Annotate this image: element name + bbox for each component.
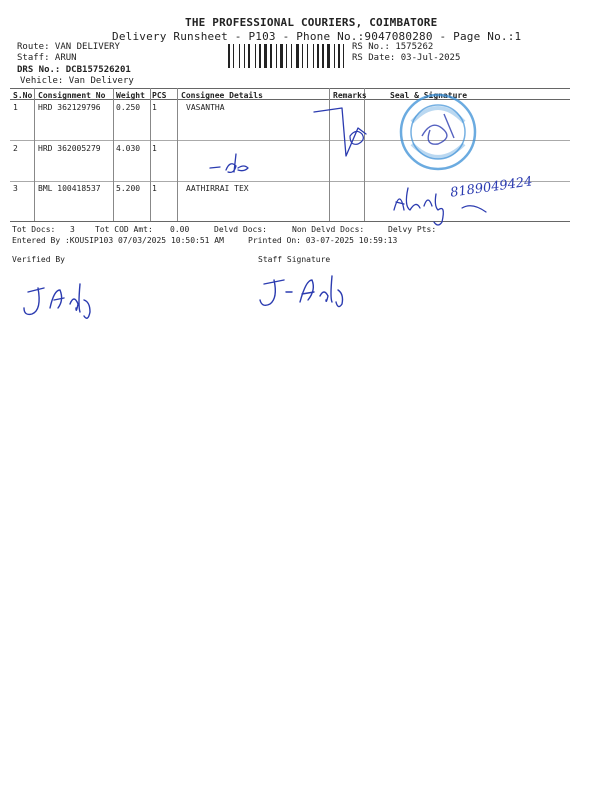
barcode-bar — [317, 44, 319, 68]
verified-by-label: Verified By — [12, 255, 65, 264]
barcode-bar — [228, 44, 230, 68]
column-divider — [150, 88, 151, 221]
handwritten-phone-number: 8189049424 — [449, 174, 534, 201]
row-weight: 4.030 — [116, 144, 141, 153]
barcode-bar — [322, 44, 324, 68]
company-name: THE PROFESSIONAL COURIERS, COIMBATORE — [185, 16, 438, 29]
barcode — [228, 44, 346, 68]
cod-amount-label: Tot COD Amt: — [95, 225, 153, 234]
row-pcs: 1 — [152, 144, 157, 153]
barcode-bar — [313, 44, 314, 68]
staff-signature — [258, 272, 368, 312]
row-consignment-no: BML 100418537 — [38, 184, 101, 193]
col-header-remarks: Remarks — [333, 91, 367, 100]
tot-docs-label: Tot Docs: — [12, 225, 56, 234]
row-weight: 5.200 — [116, 184, 141, 193]
barcode-bar — [343, 44, 344, 68]
row-pcs: 1 — [152, 103, 157, 112]
delivered-docs-label: Delvd Docs: — [214, 225, 267, 234]
handwritten-initial — [208, 150, 268, 180]
runsheet-title: Delivery Runsheet - P103 - Phone No.:9047080280 - Page No.:1 — [112, 30, 522, 43]
barcode-bar — [248, 44, 250, 68]
row-weight: 0.250 — [116, 103, 141, 112]
tot-docs-value: 3 — [70, 225, 75, 234]
barcode-bar — [255, 44, 256, 68]
barcode-bar — [291, 44, 292, 68]
handwritten-bracket-mark — [312, 104, 372, 164]
cod-amount-value: 0.00 — [170, 225, 190, 234]
staff-label: Staff: ARUN — [17, 53, 77, 63]
barcode-bar — [276, 44, 277, 68]
vehicle-label: Vehicle: Van Delivery — [20, 76, 134, 86]
barcode-bar — [327, 44, 330, 68]
row-sno: 3 — [13, 184, 18, 193]
barcode-bar — [338, 44, 340, 68]
col-header-seal-signature: Seal & Signature — [390, 91, 468, 100]
col-header-consignment: Consignment No — [38, 91, 106, 100]
barcode-bar — [259, 44, 261, 68]
col-header-pcs: PCS — [152, 91, 167, 100]
barcode-bar — [302, 44, 303, 68]
barcode-bar — [244, 44, 245, 68]
column-divider — [113, 88, 114, 221]
barcode-bar — [270, 44, 272, 68]
row-consignment-no: HRD 362129796 — [38, 103, 101, 112]
barcode-bar — [239, 44, 240, 68]
row-divider — [10, 140, 570, 141]
row-sno: 2 — [13, 144, 18, 153]
row-sno: 1 — [13, 103, 18, 112]
printed-on: Printed On: 03-07-2025 10:59:13 — [248, 236, 398, 245]
row-consignee: VASANTHA — [186, 103, 225, 112]
barcode-bar — [264, 44, 267, 68]
drs-number: DRS No.: DCB157526201 — [17, 65, 131, 75]
barcode-bar — [307, 44, 308, 68]
row-consignee: AATHIRRAI TEX — [186, 184, 249, 193]
barcode-bar — [280, 44, 283, 68]
company-seal-stamp — [398, 92, 478, 172]
rs-number: RS No.: 1575262 — [352, 42, 434, 52]
route-label: Route: VAN DELIVERY — [17, 42, 120, 52]
staff-signature-label: Staff Signature — [258, 255, 331, 264]
col-header-weight: Weight — [116, 91, 145, 100]
delivery-points-label: Delvy Pts: — [388, 225, 437, 234]
table-top-border — [10, 88, 570, 89]
barcode-bar — [334, 44, 335, 68]
column-divider — [177, 88, 178, 221]
row-pcs: 1 — [152, 184, 157, 193]
row-consignment-no: HRD 362005279 — [38, 144, 101, 153]
barcode-bar — [286, 44, 287, 68]
col-header-sno: S.No — [13, 91, 33, 100]
barcode-bar — [296, 44, 299, 68]
non-delivered-docs-label: Non Delvd Docs: — [292, 225, 365, 234]
column-divider — [34, 88, 35, 221]
rs-date: RS Date: 03-Jul-2025 — [352, 53, 461, 63]
col-header-consignee: Consignee Details — [181, 91, 263, 100]
entered-by: Entered By :KOUSIP103 07/03/2025 10:50:51 AM — [12, 236, 224, 245]
verifier-signature — [20, 278, 110, 323]
barcode-bar — [233, 44, 234, 68]
